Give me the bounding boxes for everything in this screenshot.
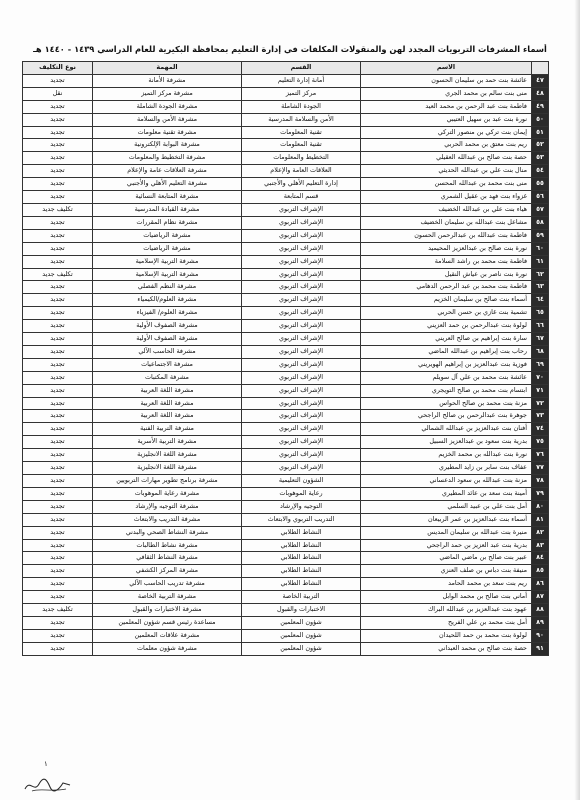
table-row xyxy=(23,100,549,113)
department-cell: تقنية المعلومات xyxy=(242,126,361,139)
department-cell: التدريب التربوي والابتعاث xyxy=(242,513,361,526)
assignment-type-cell: تجديد xyxy=(23,358,93,371)
task-cell: مشرفة الأمانة xyxy=(93,74,242,87)
name-cell: لولوة بنت محمد بن حمد اللحيدان xyxy=(361,629,532,642)
task-cell: مشرفة الاجتماعيات xyxy=(93,358,242,371)
page-edge-shadow xyxy=(574,0,580,800)
department-cell: شؤون المعلمين xyxy=(242,616,361,629)
department-cell: التربية الخاصة xyxy=(242,591,361,604)
task-cell: مشرفة التربية الخاصة xyxy=(93,591,242,604)
task-cell: مشرفة التوجيه والإرشاد xyxy=(93,500,242,513)
name-cell: أمل بنت علي بن عبيد السلمي xyxy=(361,500,532,513)
assignment-type-cell: تجديد xyxy=(23,642,93,655)
row-number-cell: ٨٨ xyxy=(532,604,549,617)
assignment-type-cell: تجديد xyxy=(23,333,93,346)
name-cell: تشمية بنت غازي بن حسن الحربي xyxy=(361,307,532,320)
table-row xyxy=(23,191,549,204)
assignment-type-cell: تجديد xyxy=(23,165,93,178)
assignment-type-cell: تجديد xyxy=(23,384,93,397)
table-body xyxy=(23,74,549,655)
row-number-cell: ٧٨ xyxy=(532,475,549,488)
task-cell: مشرفة العلوم/ الفيزياء xyxy=(93,307,242,320)
name-cell: عفاف بنت سابر بن زايد المطيري xyxy=(361,462,532,475)
table-row xyxy=(23,255,549,268)
task-cell: مشرفة التربية الأسرية xyxy=(93,436,242,449)
department-cell: الإشراف التربوي xyxy=(242,229,361,242)
row-number-cell: ٥٣ xyxy=(532,152,549,165)
assignment-type-cell: تجديد xyxy=(23,423,93,436)
name-cell: منيرة بنت عبدالله بن سليمان المديس xyxy=(361,526,532,539)
name-cell: مزنة بنت عبدالله بن سعود الدعساني xyxy=(361,475,532,488)
table-row xyxy=(23,616,549,629)
assignment-type-cell: تجديد xyxy=(23,475,93,488)
row-number-cell: ٩٠ xyxy=(532,629,549,642)
row-number-cell: ٧٣ xyxy=(532,410,549,423)
task-cell: مشرفة اللغة الانجليزية xyxy=(93,462,242,475)
department-cell: الإشراف التربوي xyxy=(242,462,361,475)
name-cell: هياء بنت علي بن عبدالله الخضيف xyxy=(361,203,532,216)
page-number: ١ xyxy=(44,760,48,768)
department-cell: الإشراف التربوي xyxy=(242,345,361,358)
task-cell: مشرفة التخطيط والمعلومات xyxy=(93,152,242,165)
task-cell: مشرفة اللغة الانجليزية xyxy=(93,449,242,462)
name-cell: عائشة بنت محمد بن علي آل سويلم xyxy=(361,371,532,384)
header-row xyxy=(23,62,549,75)
table-row xyxy=(23,139,549,152)
task-cell: مشرفة برنامج تطوير مهارات التربويين xyxy=(93,475,242,488)
assignment-type-cell: تجديد xyxy=(23,294,93,307)
name-cell: أسماء بنت صالح بن سليمان الخزيم xyxy=(361,294,532,307)
row-number-cell: ٥٥ xyxy=(532,178,549,191)
task-cell: مشرفة التربية الفنية xyxy=(93,423,242,436)
assignment-type-cell: تجديد xyxy=(23,281,93,294)
name-cell: غزواء بنت فهد بن عقيل الشمري xyxy=(361,191,532,204)
task-cell: مشرفة الأمن والسلامة xyxy=(93,113,242,126)
department-cell: الإشراف التربوي xyxy=(242,371,361,384)
row-number-cell: ٨٧ xyxy=(532,591,549,604)
name-cell: بدرية بنت عبد العزيز بن حمد الراجحي xyxy=(361,539,532,552)
task-cell: مشرفة التربية الإسلامية xyxy=(93,268,242,281)
table-row xyxy=(23,294,549,307)
row-number-cell: ٧٦ xyxy=(532,449,549,462)
task-cell: مشرفة مركز التميز xyxy=(93,87,242,100)
table-row xyxy=(23,397,549,410)
roster-table xyxy=(22,61,549,656)
row-number-cell: ٨٣ xyxy=(532,539,549,552)
assignment-type-cell: تجديد xyxy=(23,178,93,191)
table-row xyxy=(23,152,549,165)
department-cell: إدارة التعليم الأهلي والأجنبي xyxy=(242,178,361,191)
name-cell: منى بنت محمد بن عبدالله المحسن xyxy=(361,178,532,191)
name-cell: منيفة بنت دباس بن صلف العنزي xyxy=(361,565,532,578)
name-cell: ابتسام بنت محمد بن صالح التويجري xyxy=(361,384,532,397)
department-cell: تقنية المعلومات xyxy=(242,139,361,152)
assignment-type-cell: تجديد xyxy=(23,629,93,642)
department-cell: الإشراف التربوي xyxy=(242,320,361,333)
name-cell: نورة بنت عبدالله بن محمد الخزيم xyxy=(361,449,532,462)
assignment-type-cell: تكليف جديد xyxy=(23,203,93,216)
department-cell: الإشراف التربوي xyxy=(242,216,361,229)
department-cell: النشاط الطلابي xyxy=(242,578,361,591)
assignment-type-cell: تجديد xyxy=(23,152,93,165)
assignment-type-cell: تجديد xyxy=(23,410,93,423)
name-cell: أفنان بنت عبدالعزيز بن عبدالله الشمالي xyxy=(361,423,532,436)
department-cell: الإشراف التربوي xyxy=(242,423,361,436)
row-number-cell: ٥٦ xyxy=(532,191,549,204)
task-cell: مشرفة الجودة الشاملة xyxy=(93,100,242,113)
row-number-cell: ٧١ xyxy=(532,384,549,397)
table-row xyxy=(23,242,549,255)
assignment-type-cell: تجديد xyxy=(23,345,93,358)
name-cell: ريم بنت سعد بن محمد الحامد xyxy=(361,578,532,591)
department-cell: النشاط الطلابي xyxy=(242,539,361,552)
handwritten-signature xyxy=(22,775,74,795)
table-row xyxy=(23,500,549,513)
name-cell: أمل بنت محمد بن علي الفريح xyxy=(361,616,532,629)
department-cell: الإشراف التربوي xyxy=(242,268,361,281)
table-row xyxy=(23,449,549,462)
name-cell: إيمان بنت تركي بن منصور التركي xyxy=(361,126,532,139)
table-row xyxy=(23,358,549,371)
document-title: أسماء المشرفات التربويات المجدد لهن والمنقولات المكلفات في إدارة التعليم بمحافظة البكيرية للعام الدراسي ١٤٣٩ - ١٤٤٠ هـ xyxy=(33,44,547,54)
row-number-cell: ٧٠ xyxy=(532,371,549,384)
name-cell: ريم بنت معتق بن محمد الحربي xyxy=(361,139,532,152)
assignment-type-cell: تجديد xyxy=(23,462,93,475)
task-cell: مشرفة النشاط الثقافي xyxy=(93,552,242,565)
task-cell: مشرفة تقنية معلومات xyxy=(93,126,242,139)
department-cell: الإشراف التربوي xyxy=(242,307,361,320)
row-number-cell: ٨٩ xyxy=(532,616,549,629)
task-cell: مشرفة البوابة الإلكترونية xyxy=(93,139,242,152)
table-row xyxy=(23,487,549,500)
assignment-type-cell: تجديد xyxy=(23,320,93,333)
task-cell: مشرفة الرياضيات xyxy=(93,242,242,255)
table-row xyxy=(23,216,549,229)
row-number-cell: ٨٤ xyxy=(532,552,549,565)
name-cell: بدرية بنت سعود بن عبدالعزيز السبيل xyxy=(361,436,532,449)
name-cell: فاطمة بنت محمد بن راشد السلامة xyxy=(361,255,532,268)
table-row xyxy=(23,87,549,100)
department-cell: الجودة الشاملة xyxy=(242,100,361,113)
assignment-type-cell: تجديد xyxy=(23,552,93,565)
table-row xyxy=(23,629,549,642)
department-cell: قسم المتابعة xyxy=(242,191,361,204)
table-row xyxy=(23,642,549,655)
task-cell: مشرفة الحاسب الآلي xyxy=(93,345,242,358)
table-row xyxy=(23,436,549,449)
row-number-cell: ٥٠ xyxy=(532,113,549,126)
header-department: القسم xyxy=(242,62,361,75)
table-row xyxy=(23,462,549,475)
name-cell: أماني بنت صالح بن محمد الوابل xyxy=(361,591,532,604)
row-number-cell: ٩١ xyxy=(532,642,549,655)
task-cell: مشرفة علاقات المعلمين xyxy=(93,629,242,642)
assignment-type-cell: تجديد xyxy=(23,449,93,462)
task-cell: مشرفة نظام المقررات xyxy=(93,216,242,229)
row-number-cell: ٦١ xyxy=(532,255,549,268)
task-cell: مشرفة القيادة المدرسية xyxy=(93,203,242,216)
row-number-cell: ٦٨ xyxy=(532,345,549,358)
name-cell: فاطمة بنت محمد بن عبد الرحمن الدهامي xyxy=(361,281,532,294)
assignment-type-cell: نقل xyxy=(23,87,93,100)
table-row xyxy=(23,565,549,578)
row-number-cell: ٥٢ xyxy=(532,139,549,152)
assignment-type-cell: تجديد xyxy=(23,113,93,126)
department-cell: الإشراف التربوي xyxy=(242,281,361,294)
task-cell: مشرفة العلاقات عامة والإعلام xyxy=(93,165,242,178)
table-row xyxy=(23,578,549,591)
department-cell: التوجيه والإرشاد xyxy=(242,500,361,513)
department-cell: الاختبارات والقبول xyxy=(242,604,361,617)
table-row xyxy=(23,113,549,126)
assignment-type-cell: تجديد xyxy=(23,616,93,629)
name-cell: عائشة بنت حمد بن سليمان الحسون xyxy=(361,74,532,87)
department-cell: شؤون المعلمين xyxy=(242,642,361,655)
header-task: المهمة xyxy=(93,62,242,75)
row-number-cell: ٥٩ xyxy=(532,229,549,242)
department-cell: الإشراف التربوي xyxy=(242,255,361,268)
row-number-cell: ٦٧ xyxy=(532,333,549,346)
task-cell: مشرفة الاختبارات والقبول xyxy=(93,604,242,617)
assignment-type-cell: تجديد xyxy=(23,126,93,139)
assignment-type-cell: تجديد xyxy=(23,397,93,410)
name-cell: فاطمة بنت عبد الرحمن بن محمد العيد xyxy=(361,100,532,113)
row-number-cell: ٧٢ xyxy=(532,397,549,410)
table-row xyxy=(23,333,549,346)
department-cell: الأمن والسلامة المدرسية xyxy=(242,113,361,126)
assignment-type-cell: تجديد xyxy=(23,216,93,229)
department-cell: رعاية الموهوبات xyxy=(242,487,361,500)
assignment-type-cell: تجديد xyxy=(23,591,93,604)
task-cell: مشرفة اللغة العربية xyxy=(93,397,242,410)
table-row xyxy=(23,320,549,333)
name-cell: منال بنت علي بن عبدالله الحديثي xyxy=(361,165,532,178)
assignment-type-cell: تجديد xyxy=(23,500,93,513)
row-number-cell: ٥٨ xyxy=(532,216,549,229)
department-cell: النشاط الطلابي xyxy=(242,565,361,578)
assignment-type-cell: تجديد xyxy=(23,229,93,242)
row-number-cell: ٨٢ xyxy=(532,526,549,539)
task-cell: مشرفة النشاط الصحي والبدني xyxy=(93,526,242,539)
task-cell: مساعدة رئيس قسم شؤون المعلمين xyxy=(93,616,242,629)
table-row xyxy=(23,539,549,552)
table-row xyxy=(23,281,549,294)
table-row xyxy=(23,526,549,539)
department-cell: الإشراف التربوي xyxy=(242,397,361,410)
name-cell: حصة بنت صالح بن محمد العبداني xyxy=(361,642,532,655)
name-cell: مشاعل بنت عبدالله بن سليمان الخضيف xyxy=(361,216,532,229)
table-row xyxy=(23,178,549,191)
name-cell: سارة بنت إبراهيم بن صالح العريني xyxy=(361,333,532,346)
task-cell: مشرفة شؤون معلمات xyxy=(93,642,242,655)
assignment-type-cell: تجديد xyxy=(23,526,93,539)
department-cell: النشاط الطلابي xyxy=(242,552,361,565)
task-cell: مشرفة نشاط الطالبات xyxy=(93,539,242,552)
department-cell: العلاقات العامة والإعلام xyxy=(242,165,361,178)
row-number-cell: ٦٢ xyxy=(532,268,549,281)
table-row xyxy=(23,371,549,384)
row-number-cell: ٦٦ xyxy=(532,320,549,333)
name-cell: نورة بنت صالح بن عبدالعزيز المحيميد xyxy=(361,242,532,255)
name-cell: أسماء بنت عبدالعزيز بن عمر الربيعان xyxy=(361,513,532,526)
department-cell: الإشراف التربوي xyxy=(242,242,361,255)
assignment-type-cell: تكليف جديد xyxy=(23,268,93,281)
task-cell: مشرفة النظم الفصلي xyxy=(93,281,242,294)
name-cell: فوزية بنت عبدالعزيز بن إبراهيم الهويريني xyxy=(361,358,532,371)
assignment-type-cell: تجديد xyxy=(23,74,93,87)
task-cell: مشرفة المكتبات xyxy=(93,371,242,384)
table-row xyxy=(23,475,549,488)
table-row xyxy=(23,268,549,281)
table-row xyxy=(23,410,549,423)
table-row xyxy=(23,345,549,358)
header-num xyxy=(532,62,549,75)
name-cell: مزنة بنت محمد بن صالح الحواس xyxy=(361,397,532,410)
task-cell: مشرفة الصفوف الأولية xyxy=(93,320,242,333)
assignment-type-cell: تجديد xyxy=(23,436,93,449)
department-cell: الشؤون التعليمية xyxy=(242,475,361,488)
name-cell: حصة بنت صالح بن عبدالله العقيلي xyxy=(361,152,532,165)
name-cell: عبير بنت صالح بن ماضي الماضي xyxy=(361,552,532,565)
row-number-cell: ٤٨ xyxy=(532,87,549,100)
row-number-cell: ٧٥ xyxy=(532,436,549,449)
table-row xyxy=(23,203,549,216)
task-cell: مشرفة التعليم الأهلي والأجنبي xyxy=(93,178,242,191)
assignment-type-cell: تجديد xyxy=(23,242,93,255)
department-cell: أمانة إدارة التعليم xyxy=(242,74,361,87)
task-cell: مشرفة اللغة العربية xyxy=(93,384,242,397)
row-number-cell: ٦٠ xyxy=(532,242,549,255)
row-number-cell: ٨٦ xyxy=(532,578,549,591)
name-cell: نورة بنت ناصر بن عياش النقيل xyxy=(361,268,532,281)
task-cell: مشرفة رعاية الموهوبات xyxy=(93,487,242,500)
name-cell: رحاب بنت إبراهيم بن عبدالله الماضي xyxy=(361,345,532,358)
header-assignment-type: نوع التكليف xyxy=(23,62,93,75)
row-number-cell: ٤٧ xyxy=(532,74,549,87)
name-cell: جوهرة بنت عبدالرحمن بن صالح الراجحي xyxy=(361,410,532,423)
assignment-type-cell: تجديد xyxy=(23,513,93,526)
name-cell: نورة بنت عبد بن سهيل العتيبي xyxy=(361,113,532,126)
department-cell: الإشراف التربوي xyxy=(242,410,361,423)
assignment-type-cell: تجديد xyxy=(23,539,93,552)
task-cell: مشرفة اللغة العربية xyxy=(93,410,242,423)
task-cell: مشرفة التدريب والابتعاث xyxy=(93,513,242,526)
assignment-type-cell: تجديد xyxy=(23,578,93,591)
department-cell: الإشراف التربوي xyxy=(242,358,361,371)
row-number-cell: ٤٩ xyxy=(532,100,549,113)
table-row xyxy=(23,126,549,139)
row-number-cell: ٥١ xyxy=(532,126,549,139)
table-row xyxy=(23,74,549,87)
row-number-cell: ٨١ xyxy=(532,513,549,526)
row-number-cell: ٥٤ xyxy=(532,165,549,178)
department-cell: مركز التميز xyxy=(242,87,361,100)
name-cell: أمينة بنت سعد بن عائد المطيري xyxy=(361,487,532,500)
name-cell: فاطمة بنت عبدالله بن عبدالرحمن الحسون xyxy=(361,229,532,242)
name-cell: لولوة بنت عبدالرحمن بن حمد العزيني xyxy=(361,320,532,333)
assignment-type-cell: تجديد xyxy=(23,487,93,500)
row-number-cell: ٧٤ xyxy=(532,423,549,436)
row-number-cell: ٦٩ xyxy=(532,358,549,371)
task-cell: مشرفة التربية الإسلامية xyxy=(93,255,242,268)
assignment-type-cell: تجديد xyxy=(23,371,93,384)
department-cell: النشاط الطلابي xyxy=(242,526,361,539)
department-cell: الإشراف التربوي xyxy=(242,436,361,449)
assignment-type-cell: تجديد xyxy=(23,307,93,320)
department-cell: الإشراف التربوي xyxy=(242,449,361,462)
table-row xyxy=(23,513,549,526)
table-row xyxy=(23,552,549,565)
task-cell: مشرفة الرياضيات xyxy=(93,229,242,242)
department-cell: الإشراف التربوي xyxy=(242,294,361,307)
department-cell: شؤون المعلمين xyxy=(242,629,361,642)
task-cell: مشرفة الصفوف الأولية xyxy=(93,333,242,346)
assignment-type-cell: تجديد xyxy=(23,139,93,152)
row-number-cell: ٨٥ xyxy=(532,565,549,578)
assignment-type-cell: تجديد xyxy=(23,100,93,113)
row-number-cell: ٦٣ xyxy=(532,281,549,294)
row-number-cell: ٦٥ xyxy=(532,307,549,320)
department-cell: التخطيط والمعلومات xyxy=(242,152,361,165)
assignment-type-cell: تجديد xyxy=(23,565,93,578)
department-cell: الإشراف التربوي xyxy=(242,333,361,346)
table-row xyxy=(23,423,549,436)
row-number-cell: ٧٧ xyxy=(532,462,549,475)
task-cell: مشرفة المركز الكشفي xyxy=(93,565,242,578)
task-cell: مشرفة المتابعة النسائية xyxy=(93,191,242,204)
task-cell: مشرفة العلوم/الكيمياء xyxy=(93,294,242,307)
row-number-cell: ٧٩ xyxy=(532,487,549,500)
task-cell: مشرفة تدريب الحاسب الآلي xyxy=(93,578,242,591)
department-cell: الإشراف التربوي xyxy=(242,384,361,397)
name-cell: منى بنت سالم بن محمد الجري xyxy=(361,87,532,100)
table-row xyxy=(23,307,549,320)
row-number-cell: ٥٧ xyxy=(532,203,549,216)
row-number-cell: ٨٠ xyxy=(532,500,549,513)
table-row xyxy=(23,165,549,178)
department-cell: الإشراف التربوي xyxy=(242,203,361,216)
table-row xyxy=(23,229,549,242)
table-row xyxy=(23,591,549,604)
assignment-type-cell: تجديد xyxy=(23,191,93,204)
header-name: الاسم xyxy=(361,62,532,75)
table-row xyxy=(23,604,549,617)
row-number-cell: ٦٤ xyxy=(532,294,549,307)
table-row xyxy=(23,384,549,397)
assignment-type-cell: تجديد xyxy=(23,255,93,268)
name-cell: عهود بنت عبدالعزيز بن عبدالله البراك xyxy=(361,604,532,617)
assignment-type-cell: تكليف جديد xyxy=(23,604,93,617)
